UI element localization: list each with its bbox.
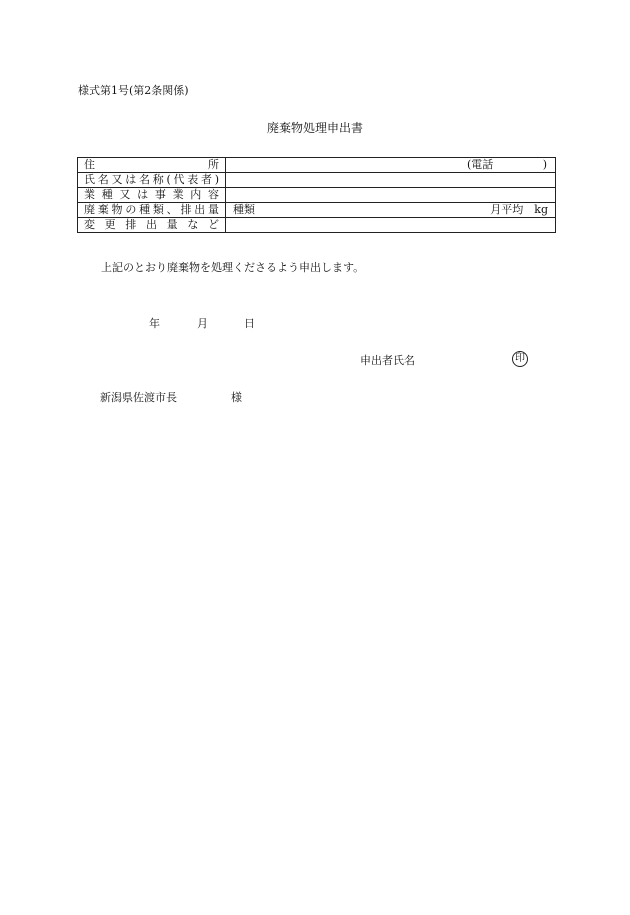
business-type-field[interactable]	[226, 188, 556, 203]
seal-mark: 印	[512, 351, 528, 367]
change-field[interactable]	[226, 218, 556, 233]
table-row	[78, 218, 556, 233]
date-day-label: 日	[244, 317, 255, 330]
table-row	[78, 188, 556, 203]
phone-label: (電話	[467, 158, 494, 171]
addressee: 新潟県佐渡市長	[100, 391, 177, 404]
table-row	[78, 203, 556, 218]
name-field[interactable]	[226, 173, 556, 188]
business-type-label: 業種又は事業内容	[78, 188, 226, 203]
waste-type-sublabel: 種類	[233, 203, 255, 216]
address-field[interactable]	[226, 158, 556, 173]
honorific: 様	[231, 391, 242, 404]
table-row	[78, 173, 556, 188]
applicant-name-label: 申出者氏名	[360, 354, 415, 367]
statement-text: 上記のとおり廃棄物を処理くださるよう申出します。	[101, 261, 365, 274]
date-year-label: 年	[149, 317, 160, 330]
phone-close-paren: )	[542, 158, 547, 171]
document-title: 廃棄物処理申出書	[266, 121, 363, 135]
application-table	[77, 157, 556, 233]
change-label: 変更排出量など	[78, 218, 226, 233]
waste-type-field[interactable]	[226, 203, 556, 218]
date-month-label: 月	[197, 317, 208, 330]
form-number: 様式第1号(第2条関係)	[78, 84, 189, 97]
monthly-average-label: 月平均 kg	[490, 203, 548, 216]
name-label: 氏名又は名称(代表者)	[78, 173, 226, 188]
waste-type-label: 廃棄物の種類、排出量	[78, 203, 226, 218]
address-label: 住所	[78, 158, 226, 173]
table-row	[78, 158, 556, 173]
